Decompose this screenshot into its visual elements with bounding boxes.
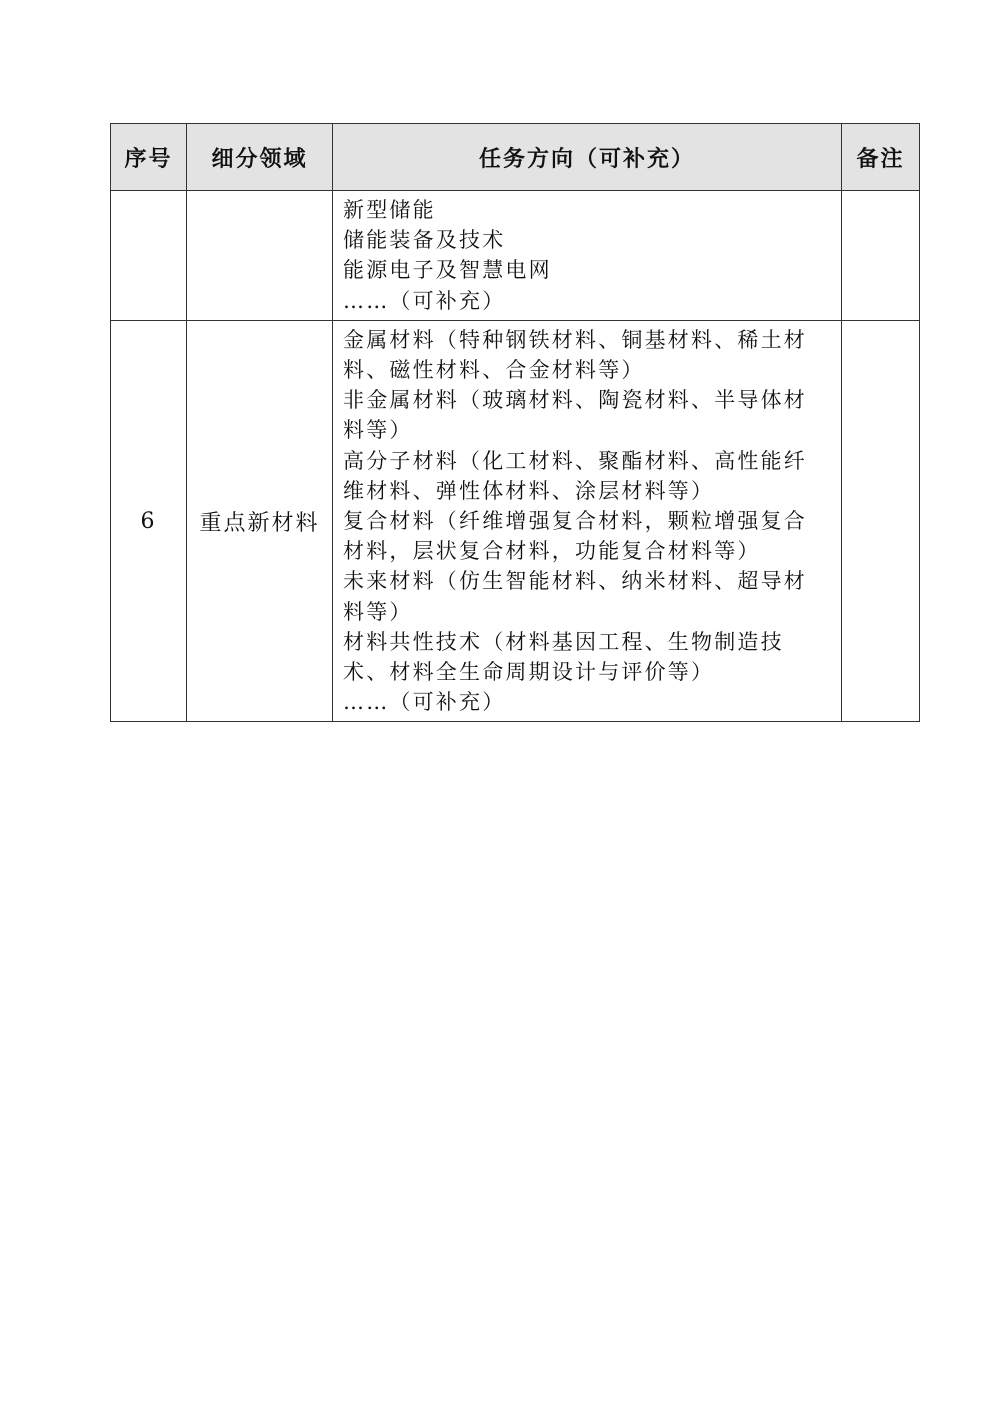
task-line: 术、材料全生命周期设计与评价等）	[343, 660, 715, 685]
note-cell	[842, 320, 920, 722]
task-line: 高分子材料（化工材料、聚酯材料、高性能纤	[343, 448, 807, 473]
seq-cell	[111, 191, 187, 321]
task-line: 能源电子及智慧电网	[343, 258, 552, 283]
header-row	[111, 124, 920, 191]
note-cell	[842, 191, 920, 321]
header-note: 备注	[842, 124, 920, 191]
table-row	[111, 320, 920, 722]
task-line: 维材料、弹性体材料、涂层材料等）	[343, 478, 715, 503]
task-line: 非金属材料（玻璃材料、陶瓷材料、半导体材	[343, 388, 807, 413]
table-header	[111, 124, 920, 191]
task-line: 材料共性技术（材料基因工程、生物制造技	[343, 629, 784, 654]
task-line: 材料，层状复合材料，功能复合材料等）	[343, 539, 761, 564]
task-cell	[333, 320, 842, 722]
table-row	[111, 191, 920, 321]
task-line: 料等）	[343, 418, 413, 443]
task-line: 料等）	[343, 599, 413, 624]
task-line: 料、磁性材料、合金材料等）	[343, 358, 645, 383]
task-line: 储能装备及技术	[343, 228, 506, 253]
task-line: 金属材料（特种钢铁材料、铜基材料、稀土材	[343, 327, 807, 352]
field-cell: 重点新材料	[187, 320, 333, 722]
task-line: 新型储能	[343, 198, 436, 222]
task-line: 复合材料（纤维增强复合材料，颗粒增强复合	[343, 509, 807, 534]
task-line: 未来材料（仿生智能材料、纳米材料、超导材	[343, 569, 807, 594]
header-task: 任务方向（可补充）	[333, 124, 842, 191]
header-seq: 序号	[111, 124, 187, 191]
header-field: 细分领域	[187, 124, 333, 191]
task-line: ……（可补充）	[343, 690, 506, 715]
task-direction-table	[110, 123, 920, 722]
field-cell	[187, 191, 333, 321]
seq-cell: 6	[111, 320, 187, 722]
task-line: ……（可补充）	[343, 288, 506, 313]
task-cell	[333, 191, 842, 321]
table-body	[111, 191, 920, 722]
